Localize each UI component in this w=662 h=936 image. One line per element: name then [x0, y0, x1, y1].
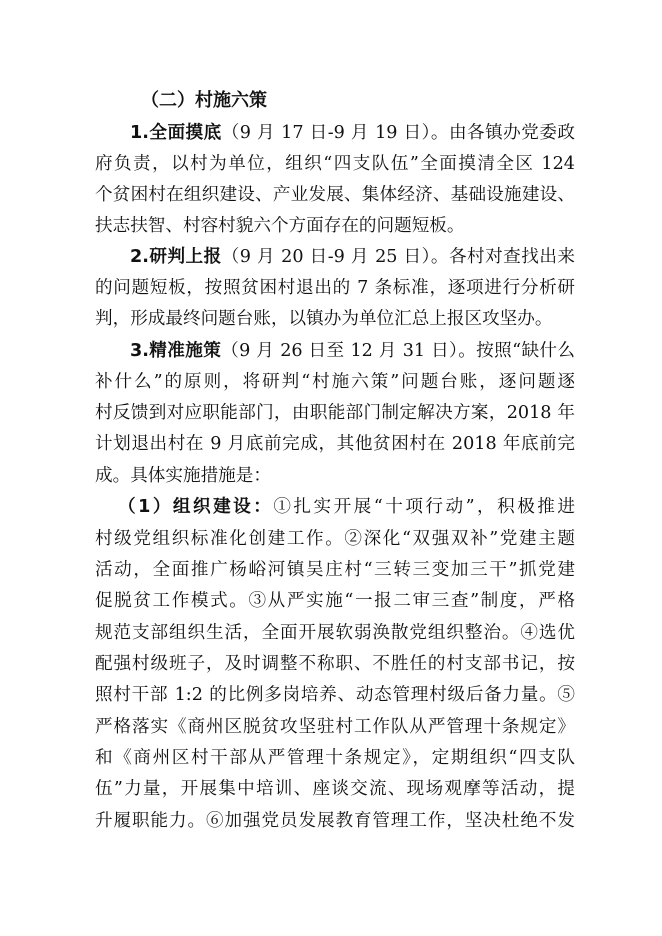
text-line: [95, 461, 575, 491]
text-line: [95, 273, 575, 303]
text-line: [95, 555, 575, 585]
line-text: 扶志扶智、村容村貌六个方面存在的问题短板。: [95, 216, 465, 236]
text-line: [95, 806, 575, 836]
line-text: 配强村级班子，及时调整不称职、不胜任的村支部书记，按: [95, 654, 575, 674]
line-text: 个贫困村在组织建设、产业发展、集体经济、基础设施建设、: [95, 185, 575, 205]
line-text: 活动，全面推广杨峪河镇吴庄村“三转三变加三干”抓党建: [95, 560, 575, 580]
line-text: 判，形成最终问题台账，以镇办为单位汇总上报区攻坚办。: [95, 309, 553, 329]
item-title: （1）组织建设：: [118, 497, 274, 517]
text-line: [130, 242, 575, 272]
line-text: （9 月 17 日-9 月 19 日）。由各镇办党委政: [221, 123, 575, 143]
line-text: 成。具体实施措施是：: [95, 466, 271, 486]
text-line: [95, 367, 575, 397]
line-text: 府负责，以村为单位，组织“四支队伍”全面摸清全区 124: [95, 154, 575, 174]
line-text: ①扎实开展“十项行动”，积极推进: [273, 497, 575, 517]
line-text: 照村干部 1:2 的比例多岗培养、动态管理村级后备力量。⑤: [95, 685, 575, 705]
text-line: [95, 211, 575, 241]
text-line: [130, 118, 575, 148]
line-text: 村反馈到对应职能部门，由职能部门制定解决方案，2018 年: [95, 403, 575, 423]
text-line: [95, 618, 575, 648]
line-text: 严格落实《商州区脱贫攻坚驻村工作队从严管理十条规定》: [95, 717, 575, 737]
section-heading: （二）村施六策: [141, 90, 267, 111]
text-line: [95, 180, 575, 210]
text-line: [118, 492, 575, 522]
text-line: [130, 336, 575, 366]
text-line: [95, 524, 575, 554]
text-line: [95, 304, 575, 334]
line-text: （9 月 20 日-9 月 25 日）。各村对查找出来: [221, 247, 575, 267]
line-text: 补什么”的原则，将研判“村施六策”问题台账，逐问题逐: [95, 372, 575, 392]
text-line: [95, 743, 575, 773]
item-title: 2.研判上报: [130, 247, 222, 267]
item-title: 1.全面摸底: [130, 123, 222, 143]
text-line: [95, 398, 575, 428]
line-text: 和《商州区村干部从严管理十条规定》，定期组织“四支队: [95, 748, 575, 768]
text-line: [95, 429, 575, 459]
text-line: [95, 149, 575, 179]
text-line: [95, 712, 575, 742]
line-text: 的问题短板，按照贫困村退出的 7 条标准，逐项进行分析研: [95, 278, 575, 298]
line-text: 伍”力量，开展集中培训、座谈交流、现场观摩等活动，提: [95, 779, 575, 799]
line-text: 促脱贫工作模式。③从严实施“一报二审三查”制度，严格: [95, 591, 575, 611]
text-line: [95, 680, 575, 710]
item-title: 3.精准施策: [130, 341, 222, 361]
text-line: [95, 586, 575, 616]
text-line: [95, 649, 575, 679]
line-text: 村级党组织标准化创建工作。②深化“双强双补”党建主题: [95, 529, 575, 549]
line-text: 升履职能力。⑥加强党员发展教育管理工作，坚决杜绝不发: [95, 811, 575, 831]
line-text: （9 月 26 日至 12 月 31 日）。按照“缺什么: [221, 341, 575, 361]
line-text: 规范支部组织生活，全面开展软弱涣散党组织整治。④选优: [95, 623, 575, 643]
line-text: 计划退出村在 9 月底前完成，其他贫困村在 2018 年底前完: [95, 434, 575, 454]
text-line: [95, 774, 575, 804]
